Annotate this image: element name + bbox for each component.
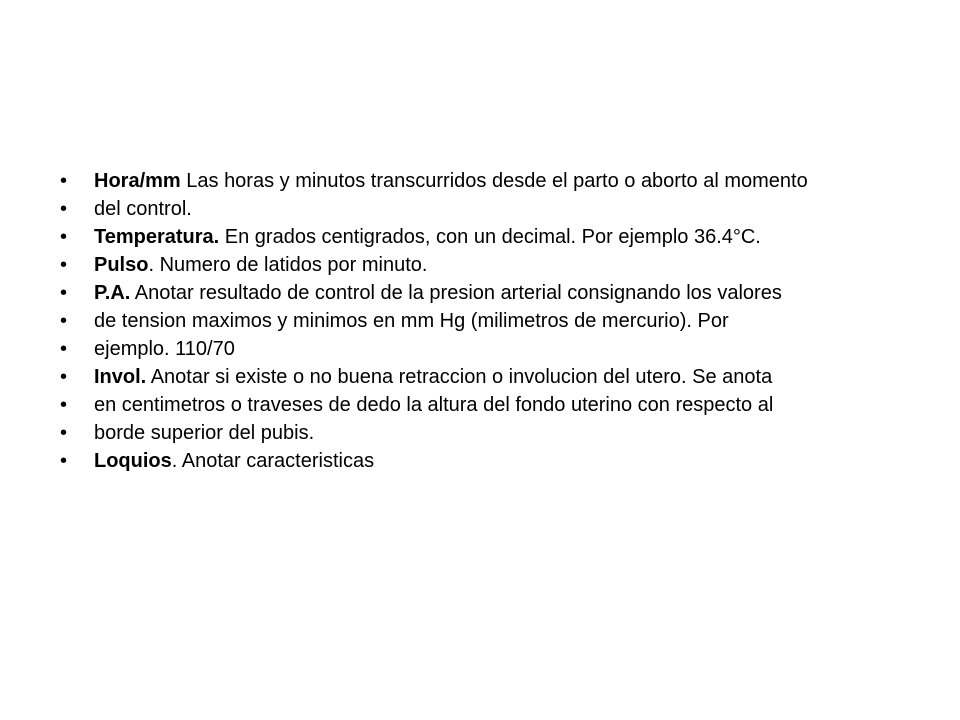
list-item (60, 338, 860, 360)
list-item (60, 310, 860, 332)
bullet-icon: • (60, 170, 68, 192)
item-text: ejemplo. 110/70 (94, 338, 235, 360)
bullet-icon: • (60, 254, 68, 276)
item-term: P.A. (94, 282, 131, 304)
list-item (60, 394, 860, 416)
bullet-icon: • (60, 282, 68, 304)
item-text: . Anotar caracteristicas (171, 450, 375, 472)
item-term: Temperatura. (94, 226, 220, 248)
list-item (60, 450, 860, 472)
item-text: del control. (94, 198, 192, 220)
bullet-icon: • (60, 450, 68, 472)
item-text: en centimetros o traveses de dedo la altura del fondo uterino con respecto al (94, 394, 774, 416)
item-text: En grados centigrados, con un decimal. Por ejemplo 36.4°C. (219, 226, 761, 248)
bullet-list (60, 170, 860, 478)
bullet-icon: • (60, 394, 68, 416)
bullet-icon: • (60, 338, 68, 360)
bullet-icon: • (60, 422, 68, 444)
bullet-icon: • (60, 198, 68, 220)
list-item (60, 282, 860, 304)
item-term: Hora/mm (94, 170, 181, 192)
item-term: Loquios (94, 450, 172, 472)
list-item (60, 254, 860, 276)
item-term: Invol. (94, 366, 147, 388)
item-text: Anotar si existe o no buena retraccion o involucion del utero. Se anota (146, 366, 773, 388)
list-item (60, 170, 860, 192)
bullet-icon: • (60, 366, 68, 388)
item-term: Pulso (94, 254, 149, 276)
item-text: de tension maximos y minimos en mm Hg (milimetros de mercurio). Por (94, 310, 729, 332)
item-text: Anotar resultado de control de la presion arterial consignando los valores (130, 282, 782, 304)
list-item (60, 226, 860, 248)
list-item (60, 422, 860, 444)
item-text: borde superior del pubis. (94, 422, 315, 444)
item-text: . Numero de latidos por minuto. (148, 254, 428, 276)
item-text: Las horas y minutos transcurridos desde el parto o aborto al momento (180, 170, 808, 192)
bullet-icon: • (60, 226, 68, 248)
bullet-icon: • (60, 310, 68, 332)
list-item (60, 366, 860, 388)
list-item (60, 198, 860, 220)
